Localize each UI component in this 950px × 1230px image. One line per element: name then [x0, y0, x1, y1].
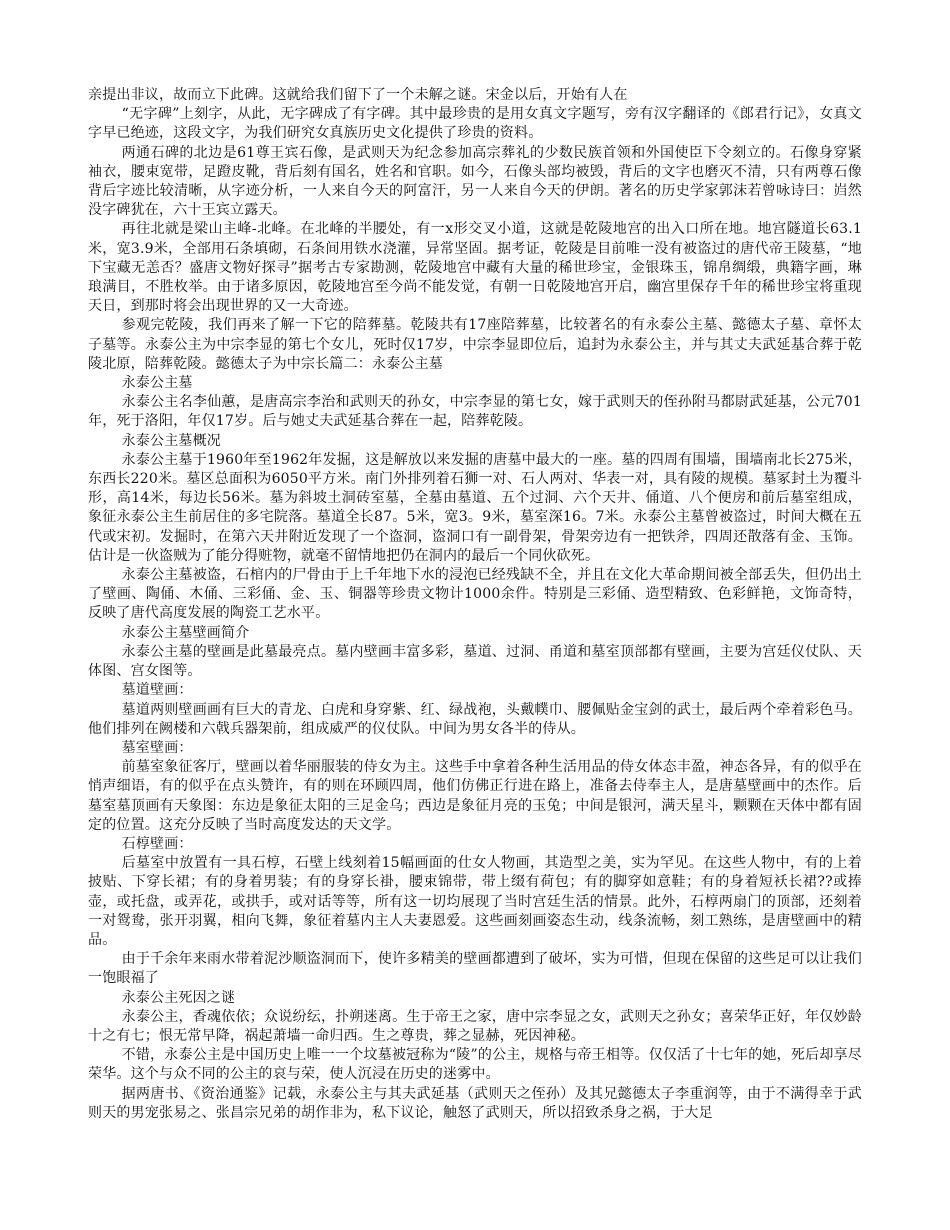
paragraph: 由于千余年来雨水带着泥沙顺盗洞而下，使许多精美的壁画都遭到了破坏，实为可惜，但现在保留的这些足可以让我们一饱眼福了 [88, 951, 862, 987]
section-heading: 永泰公主墓 [121, 375, 193, 392]
paragraph: 永泰公主，香魂依依；众说纷纭，扑朔迷离。生于帝王之家，唐中宗李显之女，武则天之孙女；喜荣华正好，年仅妙龄十之有七；恨无常早降，祸起萧墙一命归西。生之尊贵，葬之显赫，死因神秘。 [88, 1008, 862, 1044]
paragraph: 永泰公主墓于1960年至1962年发掘，这是解放以来发掘的唐墓中最大的一座。墓的四周有围墙，围墙南北长275米，东西长220米。墓区总面积为6050平方米。南门外排列着石狮一对、石人两对、华表一对，具有陵的规模。墓冢封土为覆斗形，高14米，每边长56米。墓为斜坡土洞砖室墓，全墓由墓道、五个过洞、六个天井、俑道、八个便房和前后墓室组成，象征永泰公主生前居住的多宅院落。墓道全长87。5米，宽3。9米，墓室深16。7米。永泰公主墓曾被盗过，时间大概在五代或宋初。发掘时，在第六天井附近发现了一个盗洞，盗洞口有一副骨架，骨架旁边有一把铁斧，四周还散落有金、玉饰。估计是一伙盗贼为了能分得赃物，就毫不留情地把仍在洞内的最后一个同伙砍死。 [88, 451, 862, 564]
section-heading: 墓室壁画： [121, 739, 193, 756]
section-heading: 永泰公主死因之谜 [121, 989, 236, 1006]
paragraph: 两通石碑的北边是61尊王宾石像，是武则天为纪念参加高宗葬礼的少数民族首领和外国使臣下令刻立的。石像身穿紧袖衣，腰束宽带，足蹬皮靴，背后刻有国名，姓名和官职。如今，石像头部均被毁，背后的文字也磨灭不清，只有两尊石像背后字迹比较清晰，从字迹分析，一人来自今天的阿富汗，另一人来自今天的伊朗。著名的历史学家郭沫若曾咏诗曰：岿然没字碑犹在，六十王宾立露天。 [88, 144, 862, 219]
paragraph: 据两唐书、《资治通鉴》记载，永泰公主与其夫武延基（武则天之侄孙）及其兄懿德太子李重润等，由于不满得幸于武则天的男宠张易之、张昌宗兄弟的胡作非为，私下议论，触怒了武则天，所以招致杀身之祸，于大足 [88, 1085, 862, 1121]
section-heading: 墓道壁画： [121, 682, 193, 699]
paragraph: 再往北就是梁山主峰-北峰。在北峰的半腰处，有一x形交叉小道，这就是乾陵地宫的出入口所在地。地宫隧道长63.1米，宽3.9米，全部用石条填砌，石条间用铁水浇灌，异常坚固。据考证，乾陵是目前唯一没有被盗过的唐代帝王陵墓，“地下宝藏无恙否？盛唐文物好探寻”据考古专家勘测，乾陵地宫中藏有大量的稀世珍宝，金银珠玉，锦帛绸缎，典籍字画，琳琅满目，不胜枚举。由于诸多原因，乾陵地宫至今尚不能发觉，有朝一日乾陵地宫开启，幽宫里保存千年的稀世珍宝将重现天日，到那时将会出现世界的又一大奇迹。 [88, 221, 862, 315]
section-heading: 永泰公主墓概况 [121, 432, 221, 449]
paragraph: “无字碑”上刻字，从此，无字碑成了有字碑。其中最珍贵的是用女真文字题写，旁有汉字翻译的《郎君行记》，女真文字早已绝迹，这段文字，为我们研究女真族历史文化提供了珍贵的资料。 [88, 106, 862, 142]
paragraph: 参观完乾陵，我们再来了解一下它的陪葬墓。乾陵共有17座陪葬墓，比较著名的有永泰公主墓、懿德太子墓、章怀太子墓等。永泰公主为中宗李显的第七个女儿，死时仅17岁，中宗李显即位后，追封为永泰公主，并与其丈夫武延基合葬于乾陵北原，陪葬乾陵。懿德太子为中宗长篇二：永泰公主墓 [88, 317, 862, 372]
paragraph: 永泰公主名李仙蕙，是唐高宗李治和武则天的孙女，中宗李显的第七女，嫁于武则天的侄孙附马都尉武延基，公元701年，死于洛阳，年仅17岁。后与她丈夫武延基合葬在一起，陪葬乾陵。 [88, 394, 862, 430]
paragraph: 墓道两则壁画画有巨大的青龙、白虎和身穿紫、红、绿战袍，头戴幞巾、腰佩贴金宝剑的武士，最后两个牵着彩色马。他们排列在阙楼和六戟兵器架前，组成威严的仪仗队。中间为男女各半的侍从。 [88, 701, 862, 737]
paragraph: 永泰公主墓的壁画是此墓最亮点。墓内壁画丰富多彩，墓道、过洞、甬道和墓室顶部都有壁画，主要为宫廷仪仗队、天体图、宫女图等。 [88, 643, 862, 680]
paragraph: 永泰公主墓被盗，石棺内的尸骨由于上千年地下水的浸泡已经残缺不全，并且在文化大革命期间被全部丢失，但仍出土了壁画、陶俑、木俑、三彩俑、金、玉、铜器等珍贵文物计1000余件。特别是三彩俑、造型精致、色彩鲜艳，文饰奇特，反映了唐代高度发展的陶瓷工艺水平。 [88, 567, 862, 622]
document-body [88, 86, 862, 1123]
section-heading: 永泰公主墓壁画简介 [121, 624, 250, 641]
paragraph: 后墓室中放置有一具石椁，石壁上线刻着15幅画面的仕女人物画，其造型之美，实为罕见。在这些人物中，有的上着披贴、下穿长裙；有的身着男装；有的身穿长褂，腰束锦带，带上缀有荷包；有的脚穿如意鞋；有的身着短袄长裙??或捧壶，或托盘，或弄花，或拱手，或对话等等，所有这一切均展现了当时宫廷生活的情景。此外，石椁两扇门的顶部，还刻着一对鸳鸯，张开羽翼，相向飞舞，象征着墓内主人夫妻恩爱。这些画刻画姿态生动，线条流畅，刻工熟练，是唐壁画中的精品。 [88, 855, 862, 948]
paragraph: 不错，永泰公主是中国历史上唯一一个坟墓被冠称为“陵”的公主，规格与帝王相等。仅仅活了十七年的她，死后却享尽荣华。这个与众不同的公主的哀与荣，使人沉浸在历史的迷雾中。 [88, 1047, 862, 1083]
paragraph: 前墓室象征客厅，壁画以着华丽服装的侍女为主。这些手中拿着各种生活用品的侍女体态丰盈，神态各异，有的似乎在悄声细语，有的似乎在点头赞许，有的则在环顾四周，他们仿佛正行进在路上，准备去侍奉主人，是唐墓壁画中的杰作。后墓室墓顶画有天象图：东边是象征太阳的三足金乌；西边是象征月亮的玉兔；中间是银河，满天星斗，颗颗在天体中都有固定的位置。这充分反映了当时高度发达的天文学。 [88, 759, 862, 833]
paragraph: 亲提出非议，故而立下此碑。这就给我们留下了一个未解之谜。宋金以后，开始有人在 [88, 87, 628, 103]
section-heading: 石椁壁画： [121, 835, 193, 852]
